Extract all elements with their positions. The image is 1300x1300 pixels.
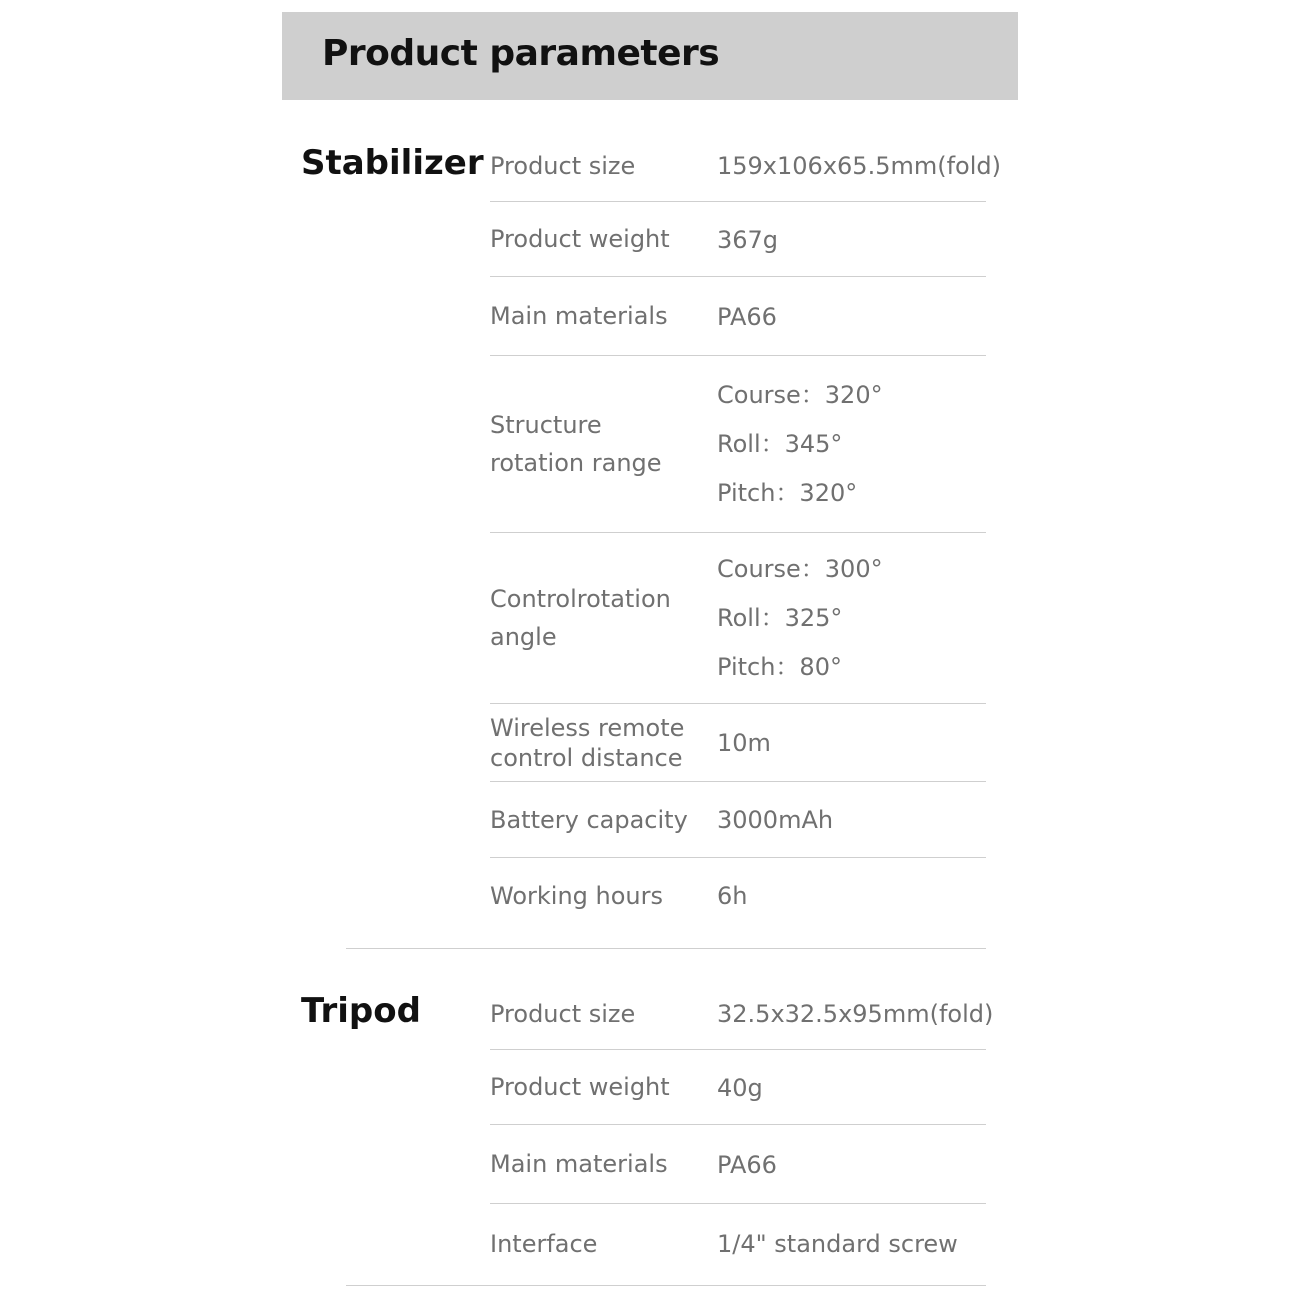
spec-value-list xyxy=(717,533,1007,704)
spec-label: Structure rotation range xyxy=(490,411,662,477)
section-divider xyxy=(346,1285,986,1286)
spec-value: Roll：345° xyxy=(717,430,843,458)
spec-row-working-hours xyxy=(490,858,986,934)
spec-value: Pitch：80° xyxy=(717,653,842,681)
spec-label: Working hours xyxy=(490,881,663,910)
spec-label: Product weight xyxy=(490,1073,670,1102)
section-title-tripod: Tripod xyxy=(301,991,421,1031)
spec-row-tripod-main-materials xyxy=(490,1125,986,1204)
spec-row-control-rotation-angle xyxy=(490,533,986,704)
spec-value: PA66 xyxy=(717,1150,777,1179)
spec-value: 1/4" standard screw xyxy=(717,1230,958,1258)
spec-row-structure-rotation-range xyxy=(490,356,986,533)
spec-row-tripod-interface xyxy=(490,1204,986,1284)
spec-value: Pitch：320° xyxy=(717,479,858,507)
section-divider xyxy=(346,948,986,949)
spec-value: 6h xyxy=(717,882,748,910)
spec-row-stabilizer-product-weight xyxy=(490,202,986,277)
header-banner xyxy=(282,12,1018,100)
spec-row-stabilizer-main-materials xyxy=(490,277,986,356)
spec-label: Main materials xyxy=(490,302,668,331)
spec-value: PA66 xyxy=(717,302,777,331)
spec-label: Product size xyxy=(490,151,636,180)
section-title-stabilizer: Stabilizer xyxy=(301,143,484,183)
page-title: Product parameters xyxy=(322,33,720,74)
spec-value: 10m xyxy=(717,729,771,757)
spec-row-stabilizer-product-size xyxy=(490,130,1001,202)
spec-value: Course：300° xyxy=(717,555,883,583)
spec-row-tripod-product-weight xyxy=(490,1050,986,1125)
spec-label: Product weight xyxy=(490,225,670,254)
spec-label: Interface xyxy=(490,1229,598,1258)
spec-label: Wireless remote control distance xyxy=(490,713,685,772)
spec-label: Controlrotation angle xyxy=(490,585,671,651)
spec-label: Product size xyxy=(490,999,636,1028)
spec-value: 3000mAh xyxy=(717,806,834,834)
spec-row-battery-capacity xyxy=(490,782,986,858)
spec-value: 367g xyxy=(717,225,779,254)
spec-value: 40g xyxy=(717,1073,763,1102)
spec-value: Roll：325° xyxy=(717,604,843,632)
spec-label: Battery capacity xyxy=(490,805,688,834)
spec-label: Main materials xyxy=(490,1150,668,1179)
spec-row-tripod-product-size xyxy=(490,978,994,1050)
spec-value: 32.5x32.5x95mm(fold) xyxy=(717,1000,994,1028)
spec-value: Course：320° xyxy=(717,381,883,409)
spec-row-wireless-remote-distance xyxy=(490,704,986,782)
spec-value: 159x106x65.5mm(fold) xyxy=(717,152,1001,180)
spec-value-list xyxy=(717,356,1007,533)
